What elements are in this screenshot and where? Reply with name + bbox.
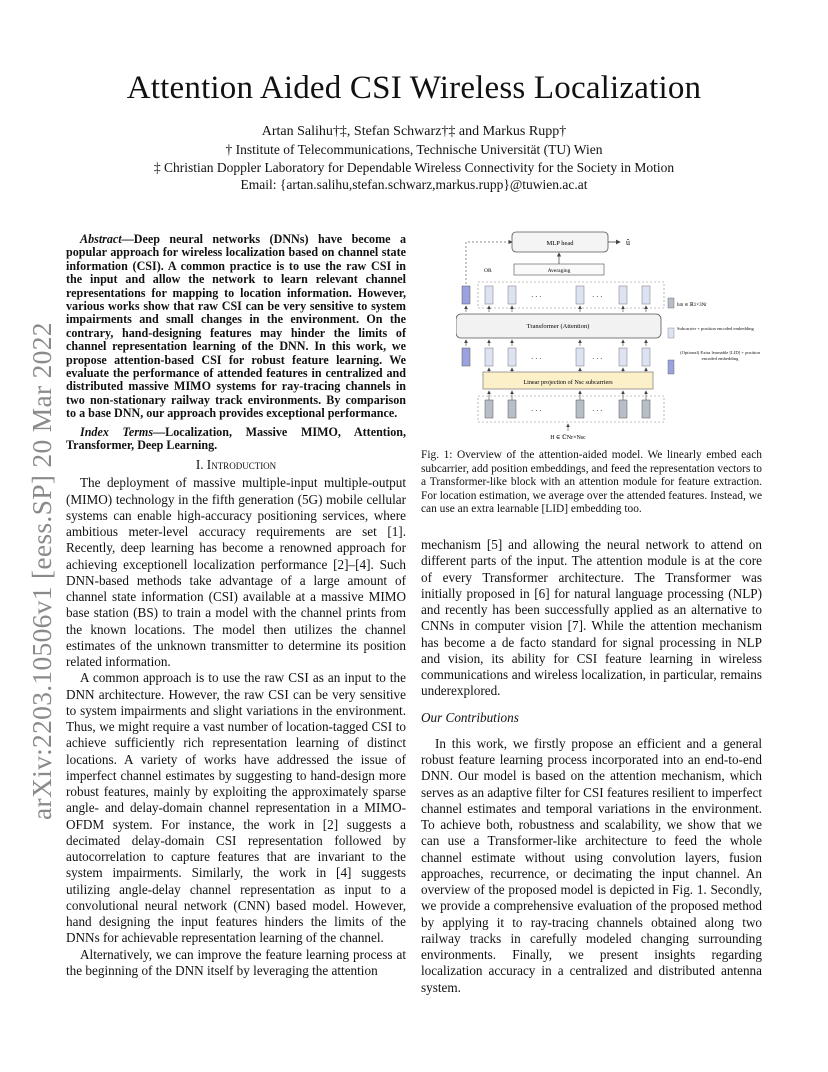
attended-token-row — [462, 286, 650, 304]
ellipsis-top-2: · · · — [592, 293, 603, 301]
intro-paragraph-3: Alternatively, we can improve the feature learning process at the beginning of the DNN itself by leveraging the attention — [66, 946, 406, 978]
averaging-label: Averaging — [547, 268, 571, 274]
paper-title: Attention Aided CSI Wireless Localization — [126, 70, 702, 106]
index-terms-label: Index Terms — [80, 424, 154, 439]
hm-label: hm ∈ ℝ1×3Nr — [677, 303, 707, 308]
figure-caption: Fig. 1: Overview of the attention-aided model. We linearly embed each subcarrier, add position embeddings, and feed the representation vectors to a Transformer-like block with an attention module for feature extraction. For location estimation, we average over the attended features. Instead, we can use an extra learnable [LID] embedding too. — [421, 449, 762, 516]
index-terms-text: —Localization, Massive MIMO, Attention, Transformer, Deep Learning. — [66, 424, 406, 453]
linear-projection-label: Linear projection of Nsc subcarriers — [523, 379, 613, 386]
right-paragraph-1: mechanism [5] and allowing the neural network to attend on different parts of the input. The attention module is at the core of every Transformer architecture. The Transformer was initially proposed in [6] for natural language processing (NLP) and recently has been successfully applied as an alternative to CNNs in computer vision [7]. While the attention mechanism has become a de facto standard for signal processing in NLP and vision, its ability for CSI feature learning in wireless communications and wireless localization, in particular, remains underexplored. — [421, 537, 762, 699]
output-symbol: û — [626, 238, 630, 247]
intro-paragraph-1: The deployment of massive multiple-input multiple-output (MIMO) technology in the fifth generation (5G) mobile cellular systems can enable high-accuracy positioning services, where ambitious meter-level accuracy requirements are set [1]. Recently, deep learning has become a renowned approach for achieving exceptionell localization performance [2]–[4]. Such DNN-based methods take advantage of a large amount of channel state information (CSI) available at a massive MIMO base station (BS) to train a model with the channel prints from the known locations. The model then utilizes the channel estimates of the unknown transmitter to determine its position related information. — [66, 475, 406, 669]
input-matrix-label: H ∈ ℂNr×Nsc — [550, 435, 586, 441]
section-heading-introduction: I. Introduction — [195, 457, 277, 472]
ellipsis-bottom-1: · · · — [531, 407, 542, 415]
abstract-text: —Deep neural networks (DNNs) have become a popular approach for wireless localization based on channel state information (CSI). A common practice is to use the raw CSI in the input and allow the network to learn relevant channel representations for mapping to location information. However, various works show that raw CSI can be very sensitive to system impairments and small changes in the environment. On the contrary, hand-designing features may hinder the limits of channel representation learning of the DNN. In this work, we propose attention-based CSI for robust feature learning. We evaluate the performance of attended features in centralized and distributed massive MIMO systems for ray-tracing channels in two non-stationary railway track environments. By comparison to a base DNN, our approach provides exceptional performance. — [66, 232, 406, 421]
ellipsis-mid-2: · · · — [592, 355, 603, 363]
abstract-label: Abstract — [80, 232, 122, 246]
legend-lid: (Optional) Extra learnable [LID] + position encoded embedding — [680, 350, 760, 361]
right-column — [421, 537, 762, 996]
legend-subcarrier: Subcarrier + position encoded embedding — [677, 326, 754, 331]
author-list: Artan Salihu†‡, Stefan Schwarz†‡ and Markus Rupp† — [261, 124, 567, 139]
transformer-label: Transformer (Attention) — [526, 323, 590, 330]
ellipsis-top-1: · · · — [531, 293, 542, 301]
embedding-token-row — [462, 348, 650, 366]
affiliation-2: ‡ Christian Doppler Laboratory for Dependable Wireless Connectivity for the Society in Motion — [153, 160, 675, 175]
attention-model-diagram — [456, 226, 766, 444]
intro-paragraph-2: A common approach is to use the raw CSI as an input to the DNN architecture. However, the raw CSI can be very sensitive to system impairments and slight variations in the environment. Thus, we might require a vast number of location-tagged CSI to achieve sufficiently rich representation learning of distinct locations. A variety of works have addressed the issue of imperfect channel estimates by suggesting to hand-design more robust features, mainly by exploiting the approximately sparse angle- and delay-domain channel representation in a MIMO-OFDM system. For instance, the work in [2] suggests a decimated delay-domain CSI representation followed by autocorrelation to capture features that are invariant to the system impairments. Similarly, the work in [4] suggests utilizing angle-delay channel representation as input to a convolutional neural network (CNN) based model. However, hand designing the input features hinders the limits of the DNNs for achievable representation learning of the channel. — [66, 670, 406, 946]
ellipsis-bottom-2: · · · — [592, 407, 603, 415]
abstract — [66, 233, 406, 453]
affiliation-1: † Institute of Telecommunications, Technische Universität (TU) Wien — [225, 142, 603, 157]
or-label: OR — [484, 268, 492, 274]
author-email: Email: {artan.salihu,stefan.schwarz,markus.rupp}@tuwien.ac.at — [240, 177, 588, 192]
mlp-head-label: MLP head — [546, 240, 574, 247]
arxiv-stamp: arXiv:2203.10506v1 [eess.SP] 20 Mar 2022 — [26, 322, 57, 820]
right-paragraph-2: In this work, we firstly propose an efficient and a general robust feature learning process incorporated into an end-to-end DNN. Our model is based on the attention mechanism, which serves as an adaptive filter for CSI features resilient to imperfect channel estimates and temporal variations in the environment. To achieve both, robustness and scalability, we show that we can use a Transformer-like architecture to feed the whole channel estimate without using convolution layers, fusion approaches, recurrence, or decimating the input channel. An overview of the proposed model is depicted in Fig. 1. Secondly, we provide a comprehensive evaluation of the proposed method by applying it to ray-tracing channels obtained along two railway tracks in carefully modeled changing surrounding environments. Finally, we present insights regarding localization accuracy in a centralized and distributed antenna system. — [421, 735, 762, 995]
ellipsis-mid-1: · · · — [531, 355, 542, 363]
subsection-heading-contributions: Our Contributions — [421, 709, 519, 725]
left-column — [66, 455, 406, 979]
input-subcarrier-row — [485, 400, 650, 418]
